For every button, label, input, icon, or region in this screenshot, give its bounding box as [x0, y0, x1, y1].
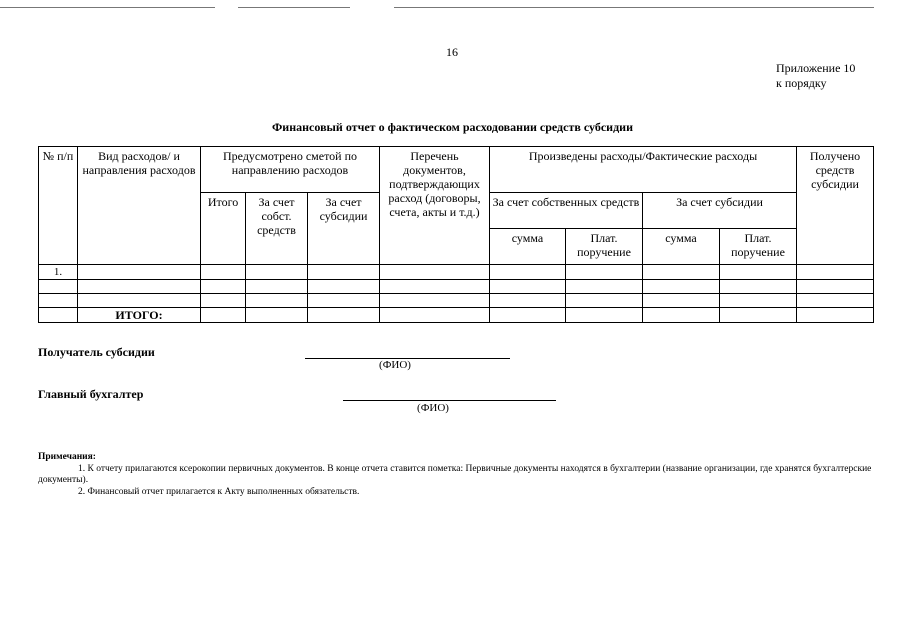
top-rule	[0, 7, 215, 8]
header-own-payment: Плат. поручение	[566, 229, 643, 265]
financial-report-table	[38, 146, 874, 323]
header-spent-own: За счет собственных средств	[490, 193, 643, 229]
header-spent-subsidy: За счет субсидии	[643, 193, 797, 229]
recipient-name-hint: (ФИО)	[379, 359, 411, 371]
header-budget-own: За счет собст. средств	[246, 193, 308, 265]
appendix-line-2: к порядку	[776, 76, 827, 90]
recipient-label: Получатель субсидии	[38, 345, 155, 359]
total-label: ИТОГО:	[78, 308, 201, 323]
table-row	[39, 280, 874, 294]
header-own-sum: сумма	[490, 229, 566, 265]
top-rule	[394, 7, 874, 8]
table-row	[39, 265, 874, 280]
header-subsidy-sum: сумма	[643, 229, 720, 265]
note-2: 2. Финансовый отчет прилагается к Акту выполненных обязательств.	[78, 486, 360, 497]
header-budget: Предусмотрено сметой по направлению расходов	[201, 147, 380, 193]
document-title: Финансовый отчет о фактическом расходовании средств субсидии	[272, 120, 633, 134]
top-rule	[238, 7, 350, 8]
row-number: 1.	[39, 265, 78, 280]
accountant-name-hint: (ФИО)	[417, 402, 449, 414]
header-documents: Перечень документов, подтверждающих расход (договоры, счета, акты и т.д.)	[380, 147, 490, 265]
header-budget-subsidy: За счет субсидии	[308, 193, 380, 265]
header-budget-total: Итого	[201, 193, 246, 265]
header-subsidy-payment: Плат. поручение	[720, 229, 797, 265]
notes-title: Примечания:	[38, 452, 96, 462]
notes-section	[38, 452, 873, 498]
accountant-label: Главный бухгалтер	[38, 387, 144, 401]
table-row	[39, 294, 874, 308]
header-expense-type: Вид расходов/ и направления расходов	[78, 147, 201, 265]
appendix-reference	[776, 61, 855, 91]
note-1: 1. К отчету прилагаются ксерокопии первичных документов. В конце отчета ставится пометка: Первичные документы находятся в бухгалтерии (название организации, где хранятся бухгалтерские документы).	[38, 463, 872, 485]
appendix-line-1: Приложение 10	[776, 61, 856, 75]
header-subsidy-received: Получено средств субсидии	[797, 147, 874, 265]
total-row	[39, 308, 874, 323]
accountant-signature-line	[343, 400, 556, 401]
header-row-number: № п/п	[39, 147, 78, 265]
header-expenses-made: Произведены расходы/Фактические расходы	[490, 147, 797, 193]
page-number: 16	[446, 45, 458, 59]
